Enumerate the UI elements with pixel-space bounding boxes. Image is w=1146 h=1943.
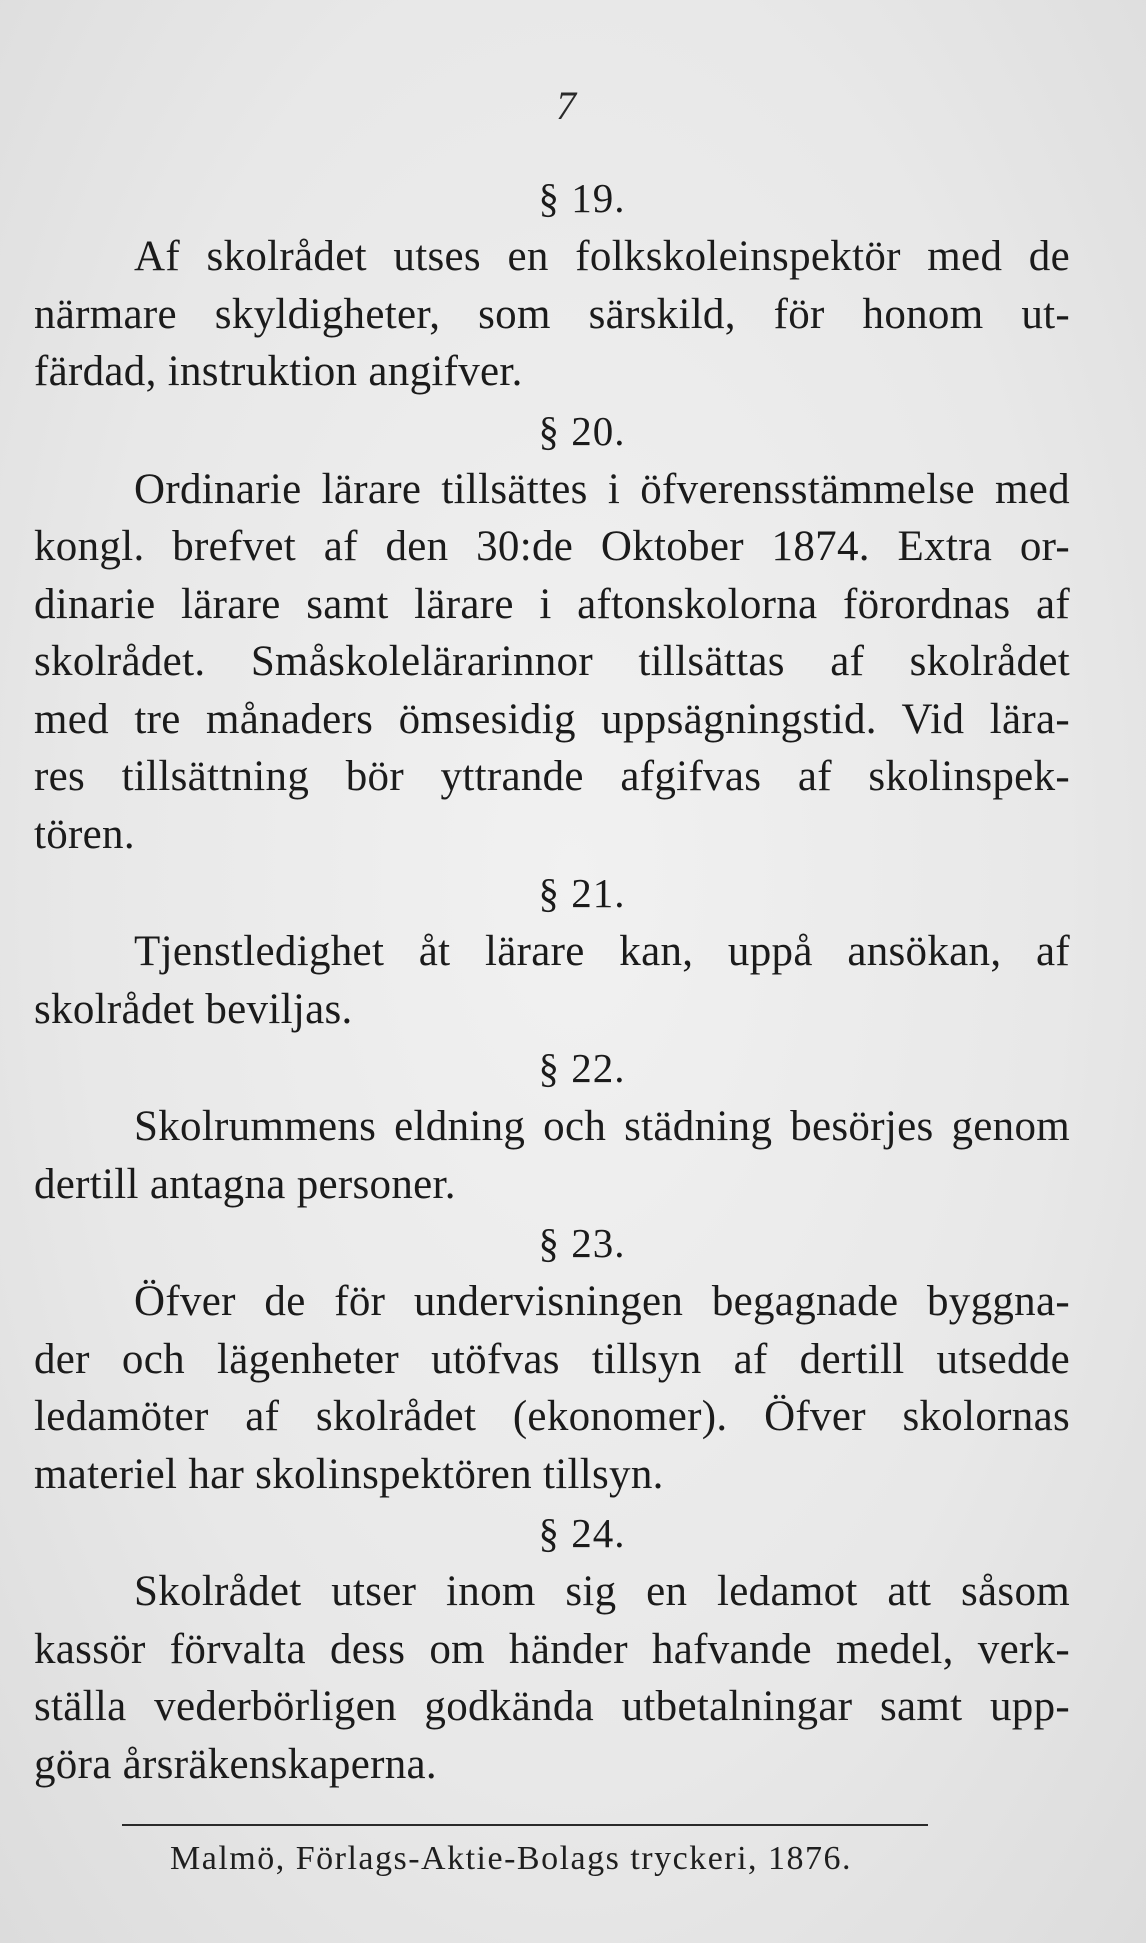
text-line: Ordinarie lärare tillsättes i öfverensstämmelse med (134, 465, 1070, 513)
text-line: tören. (34, 810, 135, 858)
text-line: der och lägenheter utöfvas tillsyn af dertill utsedde (34, 1335, 1070, 1383)
section-21 (34, 863, 1070, 1038)
section-heading: § 20. (538, 407, 626, 454)
text-line: Skolrådet utser inom sig en ledamot att såsom (134, 1568, 1070, 1615)
text-line: dinarie lärare samt lärare i aftonskolorna förordnas af (34, 580, 1070, 628)
section-heading: § 22. (538, 1045, 626, 1091)
section-heading: § 23. (538, 1220, 626, 1266)
section-19 (34, 168, 1070, 401)
text-line: dertill antagna personer. (34, 1160, 456, 1208)
section-24 (34, 1503, 1070, 1793)
text-column (34, 168, 1070, 1793)
text-line: närmare skyldigheter, som särskild, för honom ut- (34, 290, 1070, 338)
text-line: kongl. brefvet af den 30:de Oktober 1874. Extra or- (34, 523, 1070, 570)
section-20 (34, 401, 1070, 864)
footer-divider (122, 1824, 928, 1826)
section-heading: § 19. (538, 175, 626, 221)
printer-imprint: Malmö, Förlags-Aktie-Bolags tryckeri, 1876. (170, 1840, 853, 1877)
text-line: färdad, instruktion angifver. (34, 348, 523, 395)
text-line: ledamöter af skolrådet (ekonomer). Öfver skolornas (34, 1393, 1070, 1440)
text-line: göra årsräkenskaperna. (34, 1740, 437, 1788)
text-line: ställa vederbörligen godkända utbetalningar samt upp- (34, 1683, 1070, 1730)
text-line: skolrådet. Småskolelärarinnor tillsättas af skolrådet (34, 638, 1070, 685)
text-line: materiel har skolinspektören tillsyn. (34, 1450, 664, 1498)
text-line: med tre månaders ömsesidig uppsägningstid. Vid lära- (34, 695, 1070, 743)
text-line: res tillsättning bör yttrande afgifvas af skolinspek- (34, 753, 1070, 800)
text-line: kassör förvalta dess om händer hafvande medel, verk- (34, 1625, 1070, 1673)
text-line: Af skolrådet utses en folkskoleinspektör med de (134, 233, 1070, 280)
page-number: 7 (556, 83, 576, 128)
text-line: Tjenstledighet åt lärare kan, uppå ansökan, af (134, 928, 1070, 975)
text-line: Skolrummens eldning och städning besörjes genom (134, 1103, 1070, 1150)
section-22 (34, 1038, 1070, 1213)
text-line: Öfver de för undervisningen begagnade byggna- (134, 1278, 1070, 1325)
section-heading: § 24. (538, 1510, 626, 1556)
section-23 (34, 1213, 1070, 1503)
section-heading: § 21. (538, 870, 626, 916)
text-line: skolrådet beviljas. (34, 985, 353, 1033)
